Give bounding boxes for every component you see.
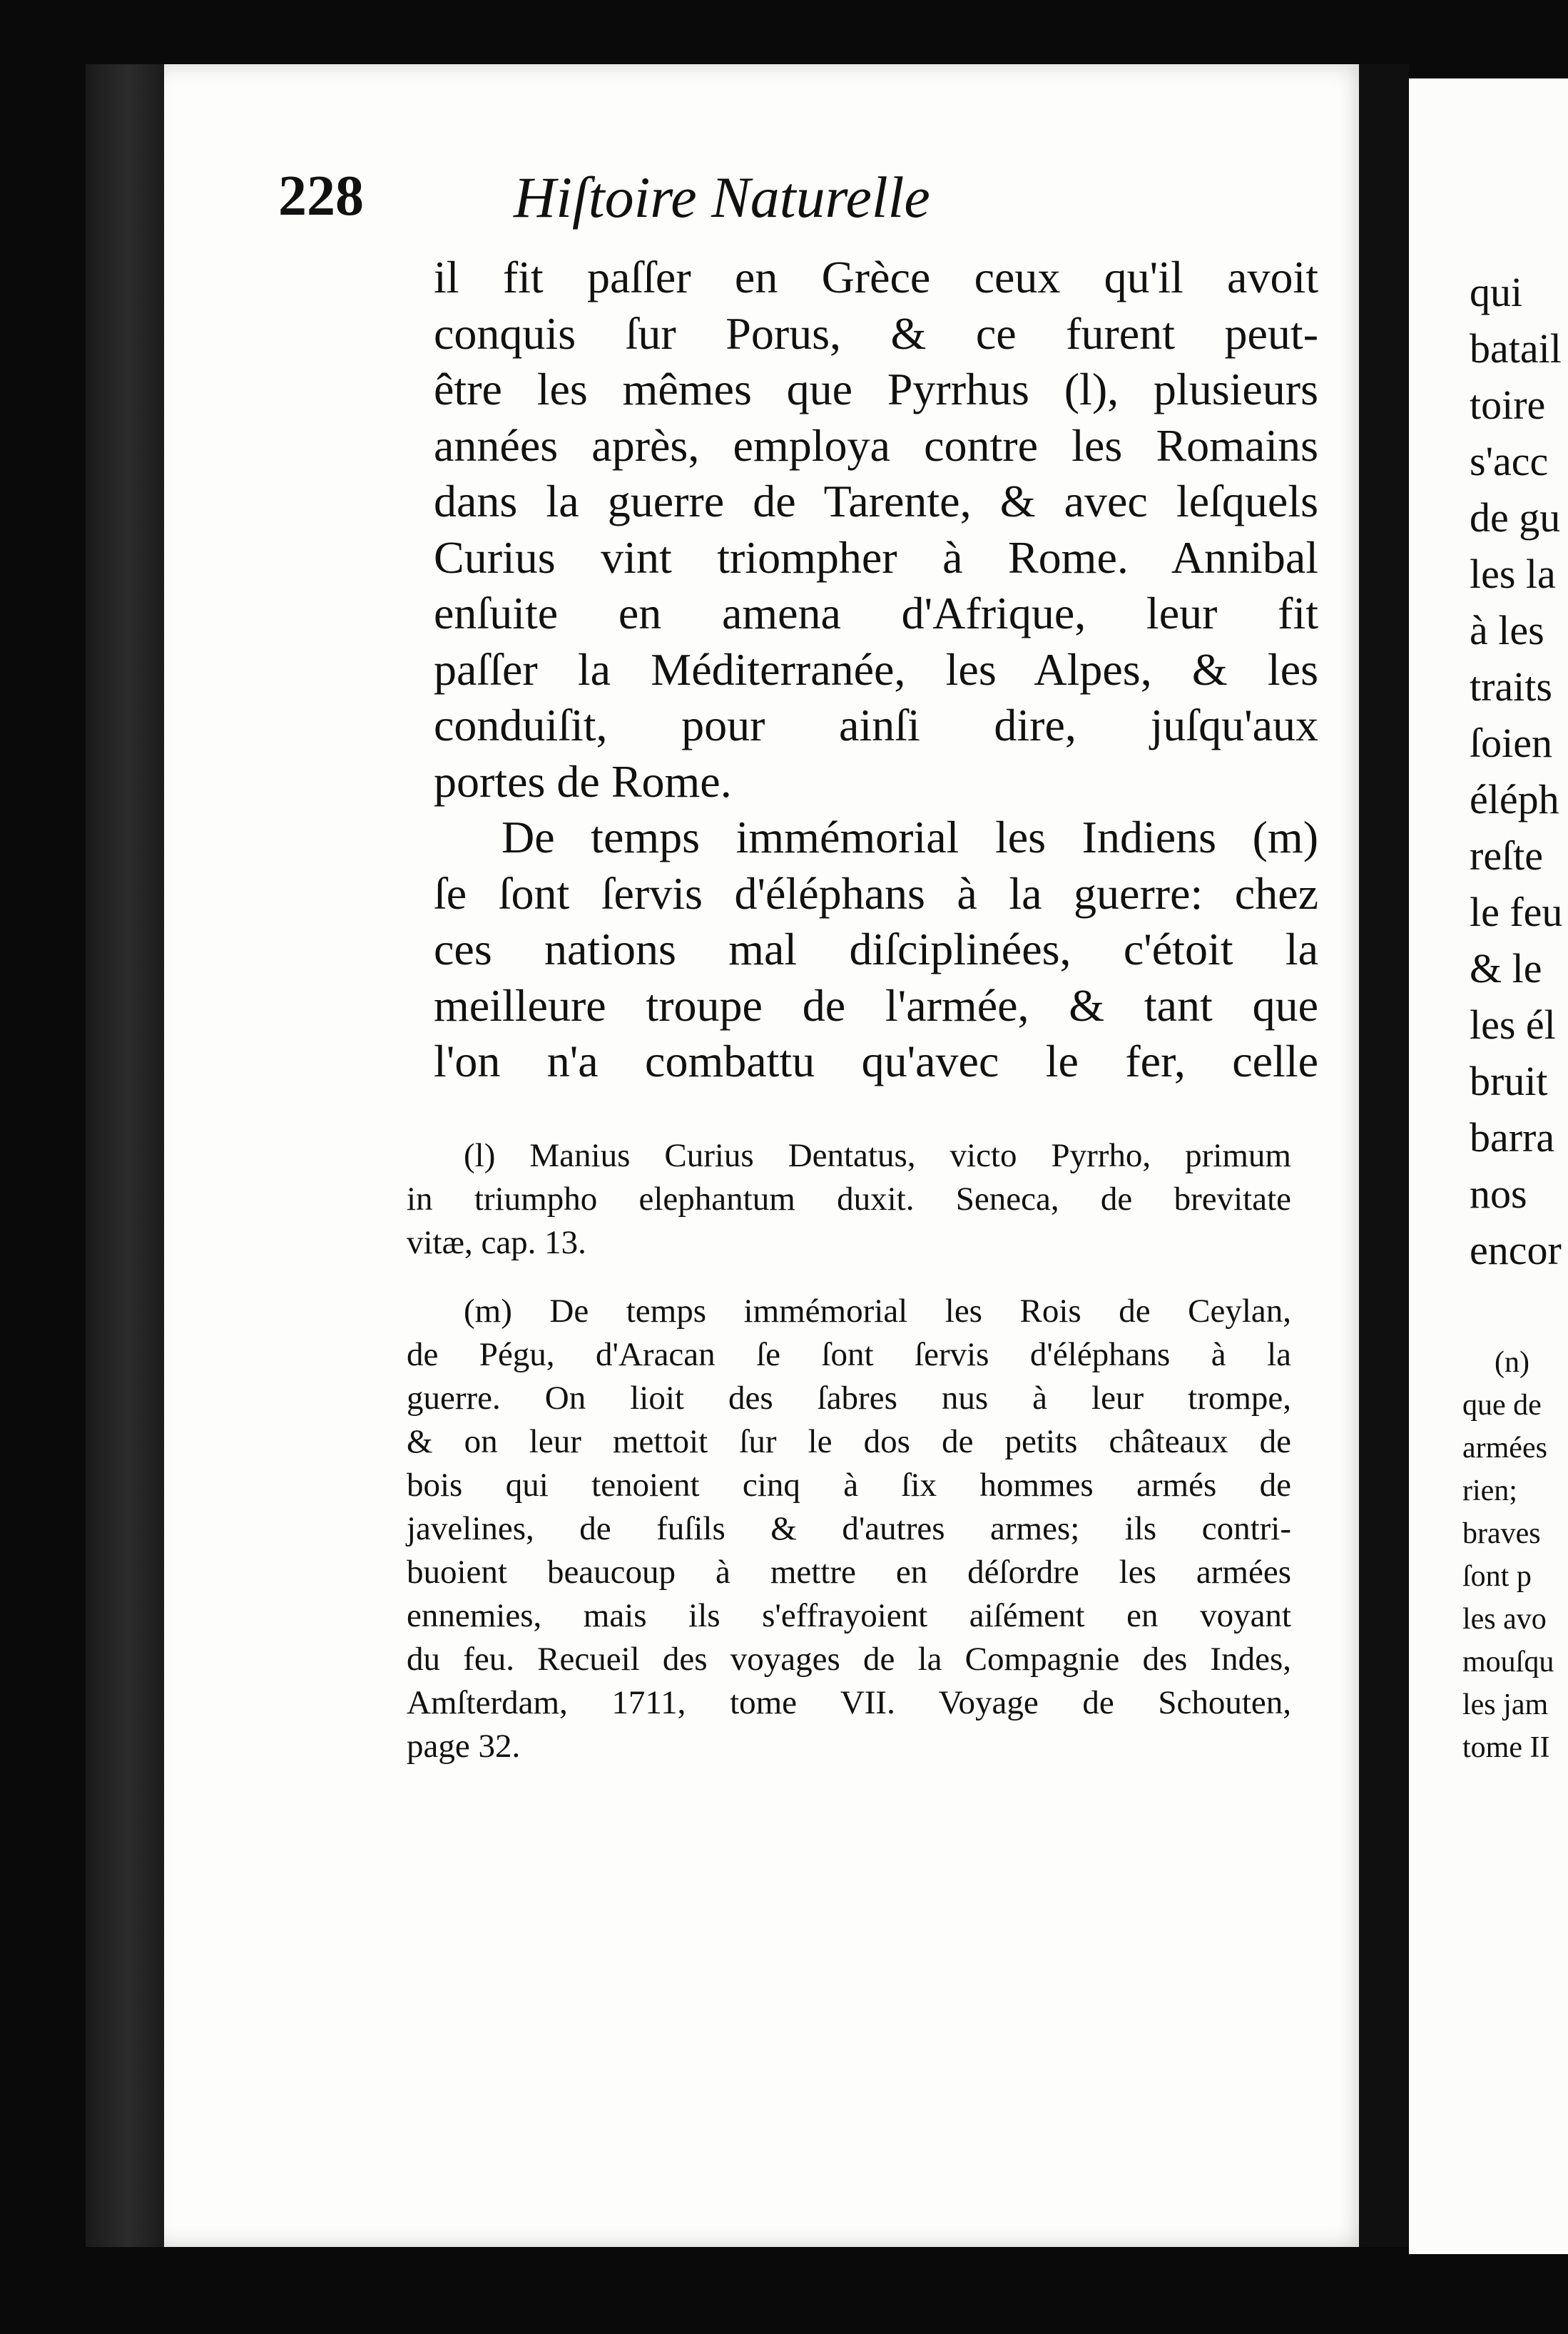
facing-line: encor bbox=[1470, 1227, 1562, 1273]
footnote-m bbox=[407, 1290, 1291, 1768]
facing-line: bruit bbox=[1470, 1058, 1548, 1104]
facing-line: qui bbox=[1470, 269, 1523, 315]
page-header bbox=[278, 157, 1320, 243]
footnote-line: de Pégu, d'Aracan ſe ſont ſervis d'éléphans à la bbox=[407, 1336, 1291, 1373]
text-line: être les mêmes que Pyrrhus (l), plusieurs bbox=[434, 364, 1318, 414]
facing-note-line: mouſqu bbox=[1462, 1646, 1554, 1678]
facing-line: de gu bbox=[1470, 494, 1561, 541]
footnote-line: (m) De temps immémorial les Rois de Ceylan, bbox=[464, 1293, 1291, 1330]
facing-page-text bbox=[1470, 264, 1568, 1278]
facing-line: barra bbox=[1470, 1114, 1555, 1161]
text-line: De temps immémorial les Indiens (m) bbox=[502, 812, 1318, 862]
footnote-line: javelines, de fuſils & d'autres armes; ils contri- bbox=[407, 1510, 1291, 1547]
footnote-line: page 32. bbox=[407, 1728, 521, 1765]
facing-line: les la bbox=[1470, 551, 1556, 597]
text-line: ces nations mal diſciplinées, c'étoit la bbox=[434, 924, 1318, 974]
footnote-line: bois qui tenoient cinq à ſix hommes armés de bbox=[407, 1467, 1291, 1504]
facing-line: s'acc bbox=[1470, 438, 1549, 484]
facing-note-line: que de bbox=[1462, 1389, 1542, 1422]
text-line: portes de Rome. bbox=[434, 755, 732, 807]
text-line: dans la guerre de Tarente, & avec leſquels bbox=[434, 476, 1318, 526]
facing-line: ſoien bbox=[1470, 720, 1552, 766]
text-line: paſſer la Méditerranée, les Alpes, & les bbox=[434, 643, 1318, 695]
facing-line: & le bbox=[1470, 945, 1542, 992]
page-number: 228 bbox=[278, 165, 364, 228]
footnote-line: guerre. On lioit des ſabres nus à leur trompe, bbox=[407, 1380, 1291, 1417]
facing-note-line: ſont p bbox=[1462, 1560, 1532, 1593]
facing-line: éléph bbox=[1470, 776, 1559, 822]
facing-note-line: rien; bbox=[1462, 1474, 1517, 1507]
text-line: meilleure troupe de l'armée, & tant que bbox=[434, 979, 1318, 1031]
facing-line: batail bbox=[1470, 325, 1562, 372]
facing-note-line: tome II bbox=[1462, 1731, 1550, 1764]
footnotes bbox=[407, 1134, 1291, 1793]
facing-note-line: (n) bbox=[1495, 1346, 1529, 1379]
text-line: l'on n'a combattu qu'avec le fer, celle bbox=[434, 1036, 1318, 1086]
footnote-line: ennemies, mais ils s'effrayoient aiſément en voyant bbox=[407, 1597, 1291, 1634]
text-line: ſe ſont ſervis d'éléphans à la guerre: chez bbox=[434, 867, 1318, 919]
footnote-line: buoient beaucoup à mettre en déſordre les armées bbox=[407, 1554, 1291, 1591]
facing-line: traits bbox=[1470, 663, 1552, 710]
text-line: enſuite en amena d'Afrique, leur fit bbox=[434, 588, 1318, 638]
footnote-line: in triumpho elephantum duxit. Seneca, de brevitate bbox=[407, 1181, 1291, 1218]
facing-line: toire bbox=[1470, 382, 1546, 428]
facing-line: les él bbox=[1470, 1002, 1556, 1048]
text-line: années après, employa contre les Romains bbox=[434, 419, 1318, 471]
facing-note-line: les avo bbox=[1462, 1603, 1547, 1636]
footnote-line: du feu. Recueil des voyages de la Compagnie des Indes, bbox=[407, 1641, 1291, 1678]
facing-note-line: les jam bbox=[1462, 1688, 1549, 1721]
footnote-line: (l) Manius Curius Dentatus, victo Pyrrho, primum bbox=[464, 1137, 1291, 1174]
facing-line: le feu bbox=[1470, 889, 1563, 935]
book-gutter bbox=[1359, 64, 1409, 2247]
footnote-line: & on leur mettoit ſur le dos de petits châteaux de bbox=[407, 1423, 1291, 1460]
facing-line: nos bbox=[1470, 1171, 1527, 1217]
main-text-block bbox=[434, 250, 1318, 1090]
facing-note-line: armées bbox=[1462, 1432, 1547, 1464]
running-title: Hiſtoire Naturelle bbox=[514, 165, 930, 230]
text-line: Curius vint triompher à Rome. Annibal bbox=[434, 531, 1318, 583]
facing-line: reſte bbox=[1470, 832, 1544, 879]
footnote-line: vitæ, cap. 13. bbox=[407, 1224, 586, 1261]
facing-note-line: braves bbox=[1462, 1517, 1541, 1550]
facing-page-notes bbox=[1462, 1341, 1568, 1769]
footnote-l bbox=[407, 1134, 1291, 1265]
footnote-line: Amſterdam, 1711, tome VII. Voyage de Schouten, bbox=[407, 1684, 1291, 1721]
text-line: il fit paſſer en Grèce ceux qu'il avoit bbox=[434, 252, 1318, 302]
text-line: conduiſit, pour ainſi dire, juſqu'aux bbox=[434, 700, 1318, 750]
facing-line: à les bbox=[1470, 607, 1544, 653]
text-line: conquis ſur Porus, & ce furent peut- bbox=[434, 307, 1318, 359]
